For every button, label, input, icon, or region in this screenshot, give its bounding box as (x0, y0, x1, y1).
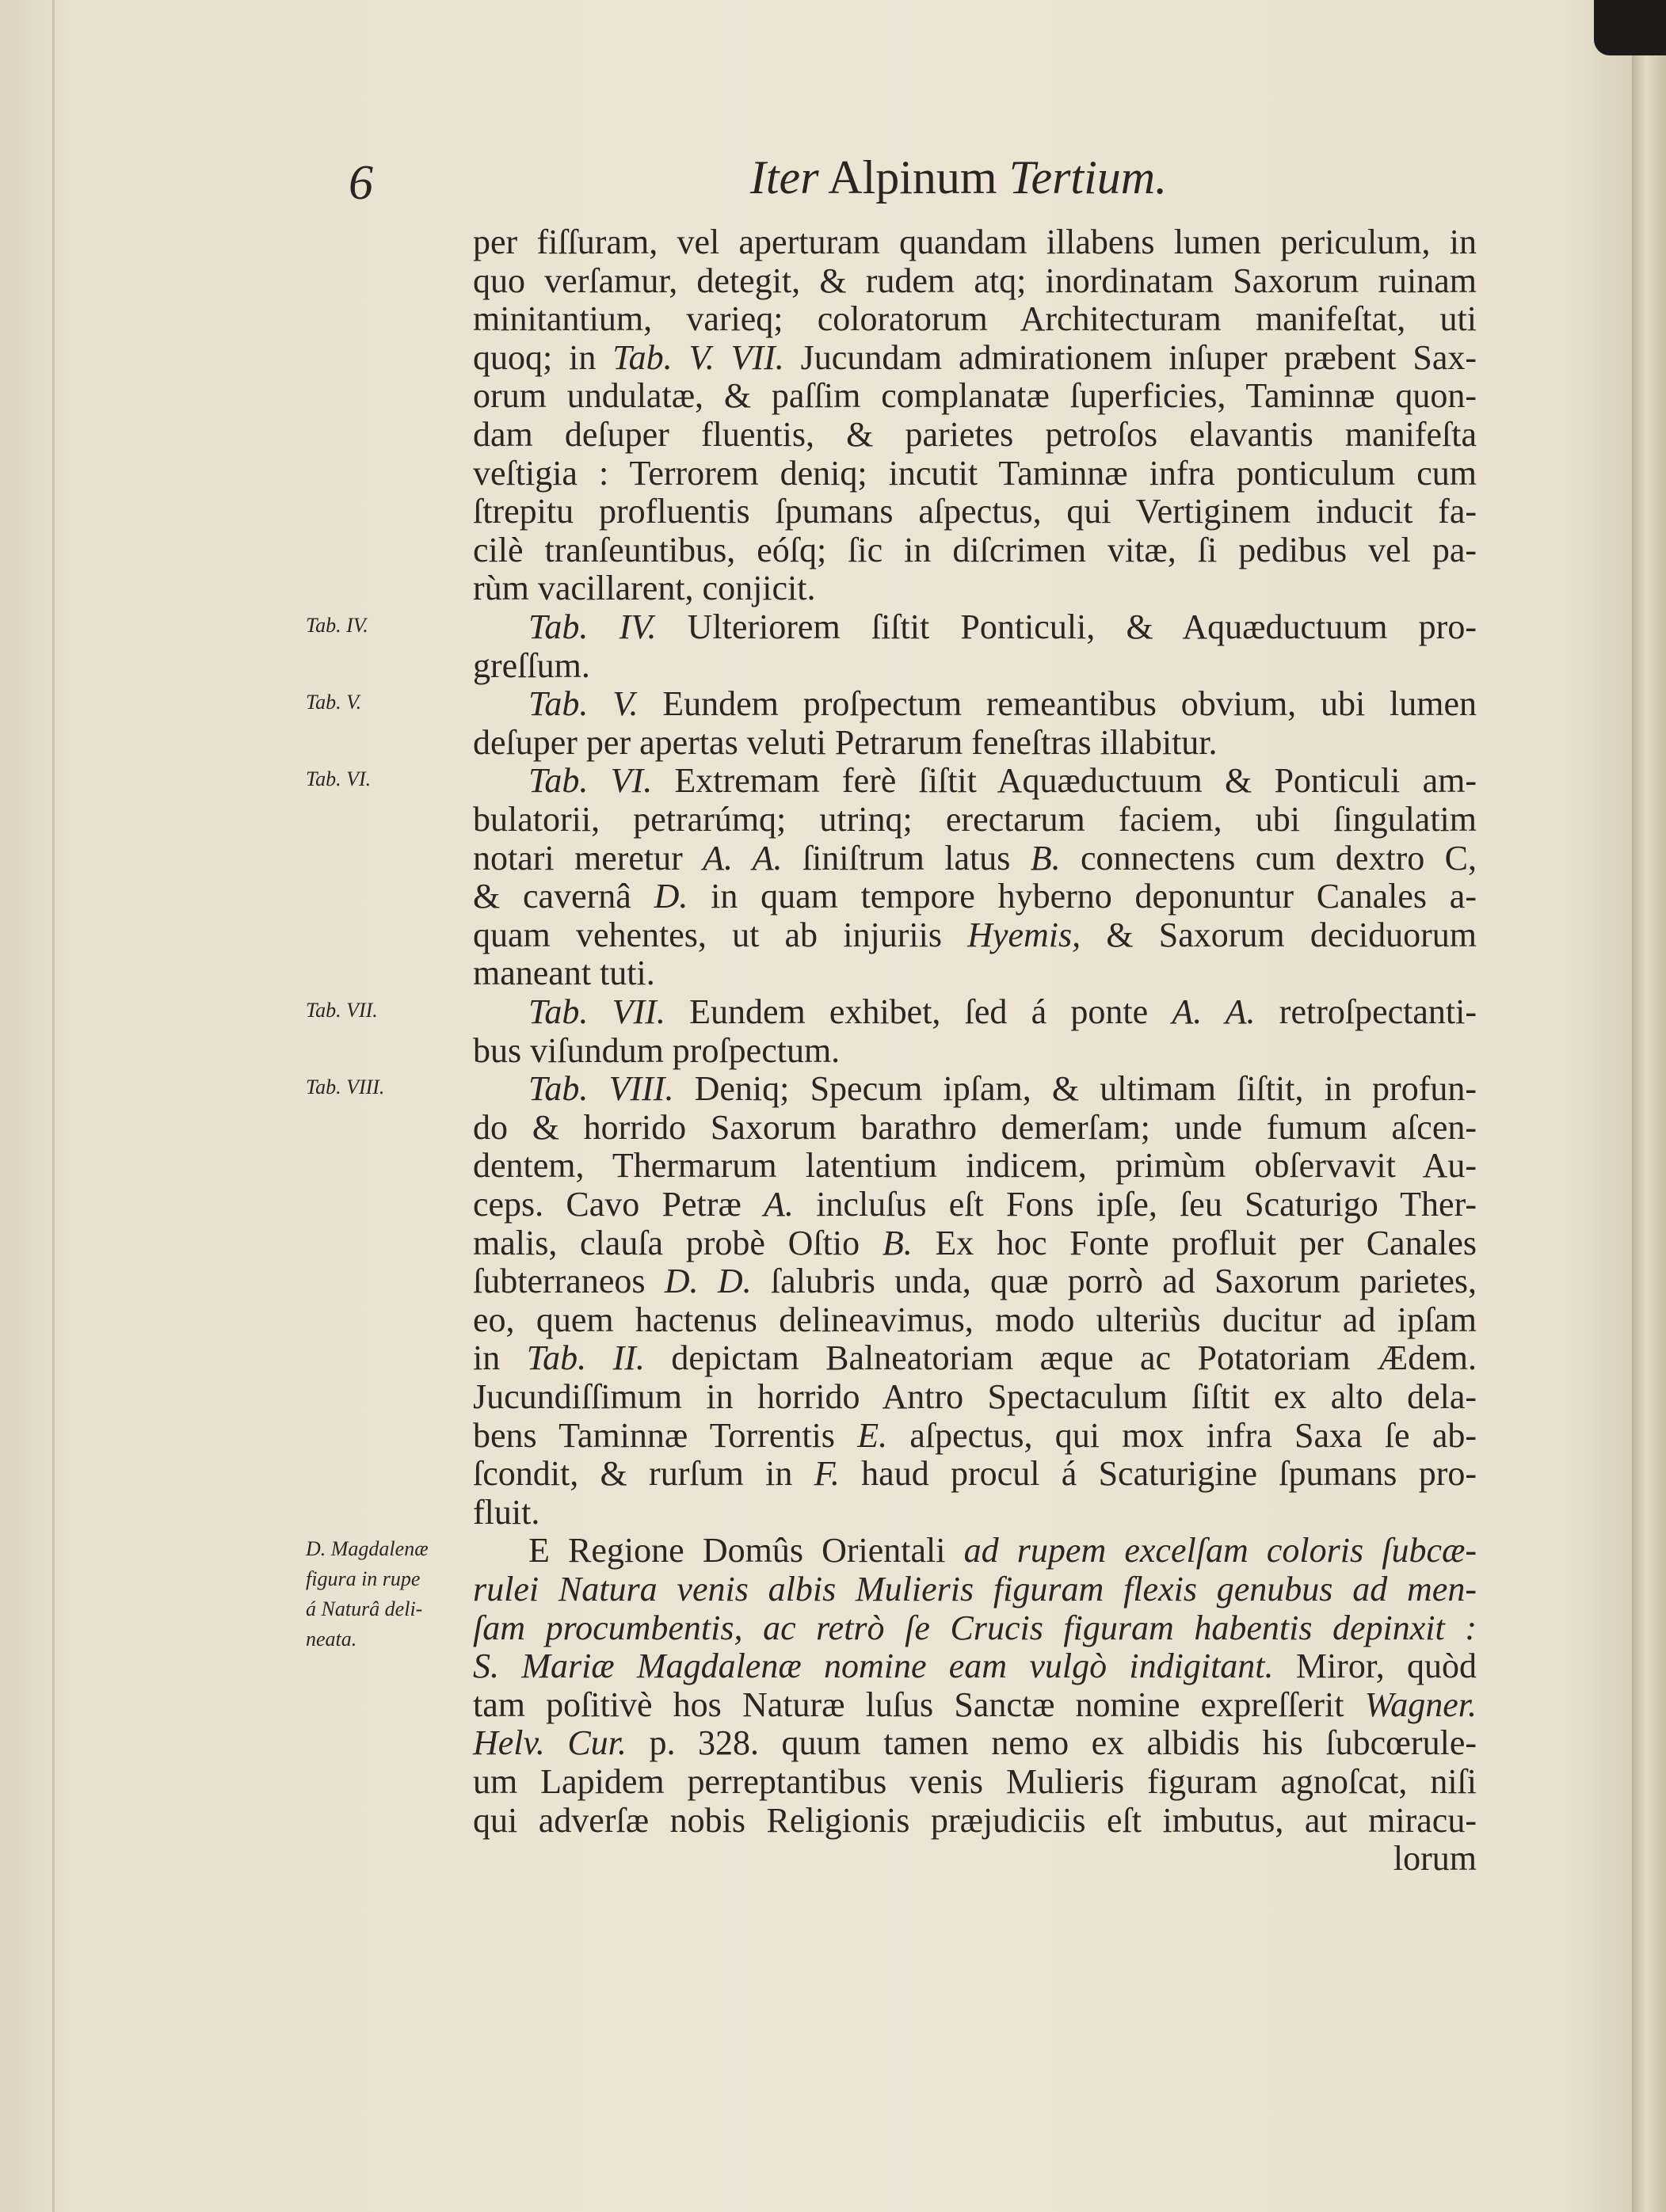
text-line (473, 916, 1477, 954)
text-line (528, 993, 1477, 1031)
italic-text: F. (814, 1454, 840, 1494)
text-line (473, 724, 1477, 762)
running-title-alpinum: Alpinum (818, 151, 1009, 204)
text: in quam tempore hyberno deponuntur Canales a- (688, 877, 1477, 916)
italic-text: D. D. (664, 1262, 752, 1301)
italic-text: ſam procumbentis, ac retrò ſe Crucis figuram habentis depinxit : (473, 1608, 1477, 1647)
text-line (473, 1802, 1477, 1840)
text: qui adverſæ nobis Religionis præjudiciis eſt imbutus, aut miracu- (473, 1800, 1477, 1840)
text: veſtigia : Terrorem deniq; incutit Taminnæ infra ponticulum cum (473, 453, 1477, 493)
text-line (473, 300, 1477, 338)
text-line (528, 1532, 1477, 1570)
margin-note: Tab. VI. (306, 767, 372, 791)
margin-note: Tab. V. (306, 691, 362, 714)
text: aſpectus, qui mox infra Saxa ſe ab- (887, 1415, 1477, 1455)
text: Jucundiſſimum in horrido Antro Spectaculum ſiſtit ex alto dela- (473, 1377, 1477, 1416)
text: Ex hoc Fonte profluit per Canales (912, 1223, 1477, 1262)
italic-text: B. (882, 1223, 913, 1262)
margin-note: D. Magdalenæ (306, 1537, 429, 1561)
text: quoq; in (473, 337, 613, 377)
text: ſtrepitu profluentis ſpumans aſpectus, qui Vertiginem inducit fa- (473, 492, 1477, 531)
text-line (528, 685, 1477, 723)
italic-text: Tab. V. VII. (612, 337, 784, 377)
text: bus viſundum proſpectum. (473, 1030, 841, 1070)
text: p. 328. quum tamen nemo ex albidis his ſubcœrule- (626, 1723, 1477, 1763)
text-line (473, 1417, 1477, 1455)
text: malis, clauſa probè Oſtio (473, 1223, 883, 1262)
text-line (473, 1186, 1477, 1224)
text: ſiniſtrum latus (782, 838, 1031, 878)
text-line (473, 1455, 1477, 1493)
text-line (473, 1147, 1477, 1185)
italic-text: Tab. V. (528, 684, 639, 724)
text: connectens cum dextro C, (1060, 838, 1477, 878)
text-line (473, 339, 1477, 377)
text: Extremam ferè ſiſtit Aquæductuum & Ponticuli am- (652, 761, 1477, 801)
text-line (528, 762, 1477, 800)
text: haud procul á Scaturigine ſpumans pro- (839, 1454, 1477, 1494)
text: & Saxorum deciduorum (1081, 915, 1477, 954)
text-line (473, 878, 1477, 916)
text: ſalubris unda, quæ porrò ad Saxorum parietes, (751, 1262, 1477, 1301)
italic-text: Helv. Cur. (473, 1723, 627, 1763)
scan-background-corner (1594, 0, 1666, 55)
text-line (473, 1301, 1477, 1339)
next-page-edge (1632, 0, 1666, 2212)
italic-text: Tab. II. (526, 1338, 645, 1378)
italic-text: Tab. VI. (528, 761, 653, 801)
text: fluit. (473, 1492, 540, 1532)
text: ſubterraneos (473, 1262, 665, 1301)
italic-text: A. A. (703, 838, 783, 878)
text: retroſpectanti- (1255, 992, 1477, 1031)
text-line (473, 377, 1477, 415)
text-line (473, 1339, 1477, 1377)
text: do & horrido Saxorum barathro demerſam; unde fumum aſcen- (473, 1107, 1477, 1147)
italic-text: Tab. VII. (528, 992, 665, 1031)
text: bens Taminnæ Torrentis (473, 1415, 858, 1455)
text: depictam Balneatoriam æque ac Potatoriam Ædem. (644, 1338, 1477, 1378)
text: per fiſſuram, vel aperturam quandam illabens lumen periculum, in (473, 223, 1477, 261)
running-title-tertium: Tertium. (1008, 151, 1168, 204)
text: quam vehentes, ut ab injuriis (473, 915, 968, 954)
text: quo verſamur, detegit, & rudem atq; inordinatam Saxorum ruinam (473, 261, 1477, 300)
text-line (473, 1224, 1477, 1262)
text-line (473, 1647, 1477, 1685)
text-line (473, 1262, 1477, 1300)
text-line (473, 223, 1477, 261)
text: dentem, Thermarum latentium indicem, primùm obſervavit Au- (473, 1146, 1477, 1186)
text: rùm vacillarent, conjicit. (473, 569, 816, 608)
margin-note: á Naturâ deli- (306, 1597, 423, 1621)
text-line (473, 493, 1477, 531)
italic-text: ad rupem excelſam coloris ſubcæ- (963, 1531, 1477, 1570)
italic-text: S. Mariæ Magdalenæ nomine eam vulgò indigitant. (473, 1647, 1274, 1686)
text: deſuper per apertas veluti Petrarum feneſtras illabitur. (473, 722, 1218, 762)
text: Eundem proſpectum remeantibus obvium, ubi lumen (638, 684, 1477, 724)
text-line (528, 1070, 1477, 1108)
text-line (473, 569, 1477, 607)
running-title (737, 150, 1180, 205)
text-line (473, 1494, 1477, 1532)
text: Miror, quòd (1273, 1647, 1477, 1686)
text-line (528, 608, 1477, 646)
italic-text: E. (857, 1415, 888, 1455)
text: greſſum. (473, 645, 590, 685)
text-line (473, 1609, 1477, 1647)
italic-text: Tab. IV. (528, 607, 657, 646)
text-line (473, 801, 1477, 839)
text: eo, quem hactenus delineavimus, modo ulteriùs ducitur ad ipſam (473, 1300, 1477, 1339)
margin-note: Tab. IV. (306, 614, 368, 637)
text: ceps. Cavo Petræ (473, 1185, 764, 1224)
text-line (473, 455, 1477, 493)
text: Ulteriorem ſiſtit Ponticuli, & Aquæductuum pro- (656, 607, 1477, 646)
margin-note: Tab. VIII. (306, 1076, 385, 1099)
text: Deniq; Specum ipſam, & ultimam ſiſtit, in profun- (673, 1069, 1477, 1109)
italic-text: A. (764, 1185, 794, 1224)
page-gutter-edge (52, 0, 55, 2212)
italic-text: Wagner. (1364, 1685, 1477, 1724)
text-line (473, 262, 1477, 300)
text: minitantium, varieq; coloratorum Architecturam manifeſtat, uti (473, 299, 1477, 339)
text: incluſus eſt Fons ipſe, ſeu Scaturigo Ther- (793, 1185, 1477, 1224)
italic-text: Hyemis, (967, 915, 1081, 954)
text: maneant tuti. (473, 954, 655, 993)
text: dam deſuper fluentis, & parietes petroſos elavantis manifeſta (473, 415, 1477, 454)
italic-text: D. (654, 877, 688, 916)
page-number: 6 (349, 156, 373, 210)
text-line (473, 839, 1477, 878)
text-line (473, 1032, 1477, 1070)
text: E Regione Domûs Orientali (528, 1531, 964, 1570)
text: bulatorii, petrarúmq; utrinq; erectarum faciem, ubi ſingulatim (473, 800, 1477, 839)
margin-note: figura in rupe (306, 1567, 421, 1591)
text-line (473, 1109, 1477, 1147)
italic-text: A. A. (1172, 992, 1256, 1031)
text: orum undulatæ, & paſſim complanatæ ſuperficies, Taminnæ quon- (473, 376, 1477, 416)
text-line (473, 1686, 1477, 1724)
text: ſcondit, & rurſum in (473, 1454, 814, 1494)
text: um Lapidem perreptantibus venis Mulieris figuram agnoſcat, niſi (473, 1762, 1477, 1801)
text: in (473, 1338, 527, 1378)
running-title-iter: Iter (749, 151, 819, 204)
text-line (473, 416, 1477, 454)
text-line (473, 1378, 1477, 1416)
text-line (473, 647, 1477, 685)
text: Eundem exhibet, ſed á ponte (665, 992, 1172, 1031)
text: tam poſitivè hos Naturæ luſus Sanctæ nomine expreſſerit (473, 1685, 1365, 1724)
text-line (473, 531, 1477, 569)
text-line (473, 1724, 1477, 1762)
italic-text: rulei Natura venis albis Mulieris figuram flexis genubus ad men- (473, 1570, 1477, 1609)
catchword: lorum (1393, 1839, 1477, 1879)
text-line (473, 954, 1477, 992)
text: notari meretur (473, 838, 703, 878)
text: Jucundam admirationem inſuper præbent Sax- (783, 337, 1477, 377)
italic-text: Tab. VIII. (528, 1069, 674, 1109)
margin-note: Tab. VII. (306, 999, 378, 1022)
margin-note: neata. (306, 1628, 357, 1651)
italic-text: B. (1030, 838, 1061, 878)
text: cilè tranſeuntibus, eóſq; ſic in diſcrimen vitæ, ſi pedibus vel pa- (473, 530, 1477, 569)
text-line (473, 1570, 1477, 1609)
text: & cavernâ (473, 877, 654, 916)
text-line (473, 1763, 1477, 1801)
